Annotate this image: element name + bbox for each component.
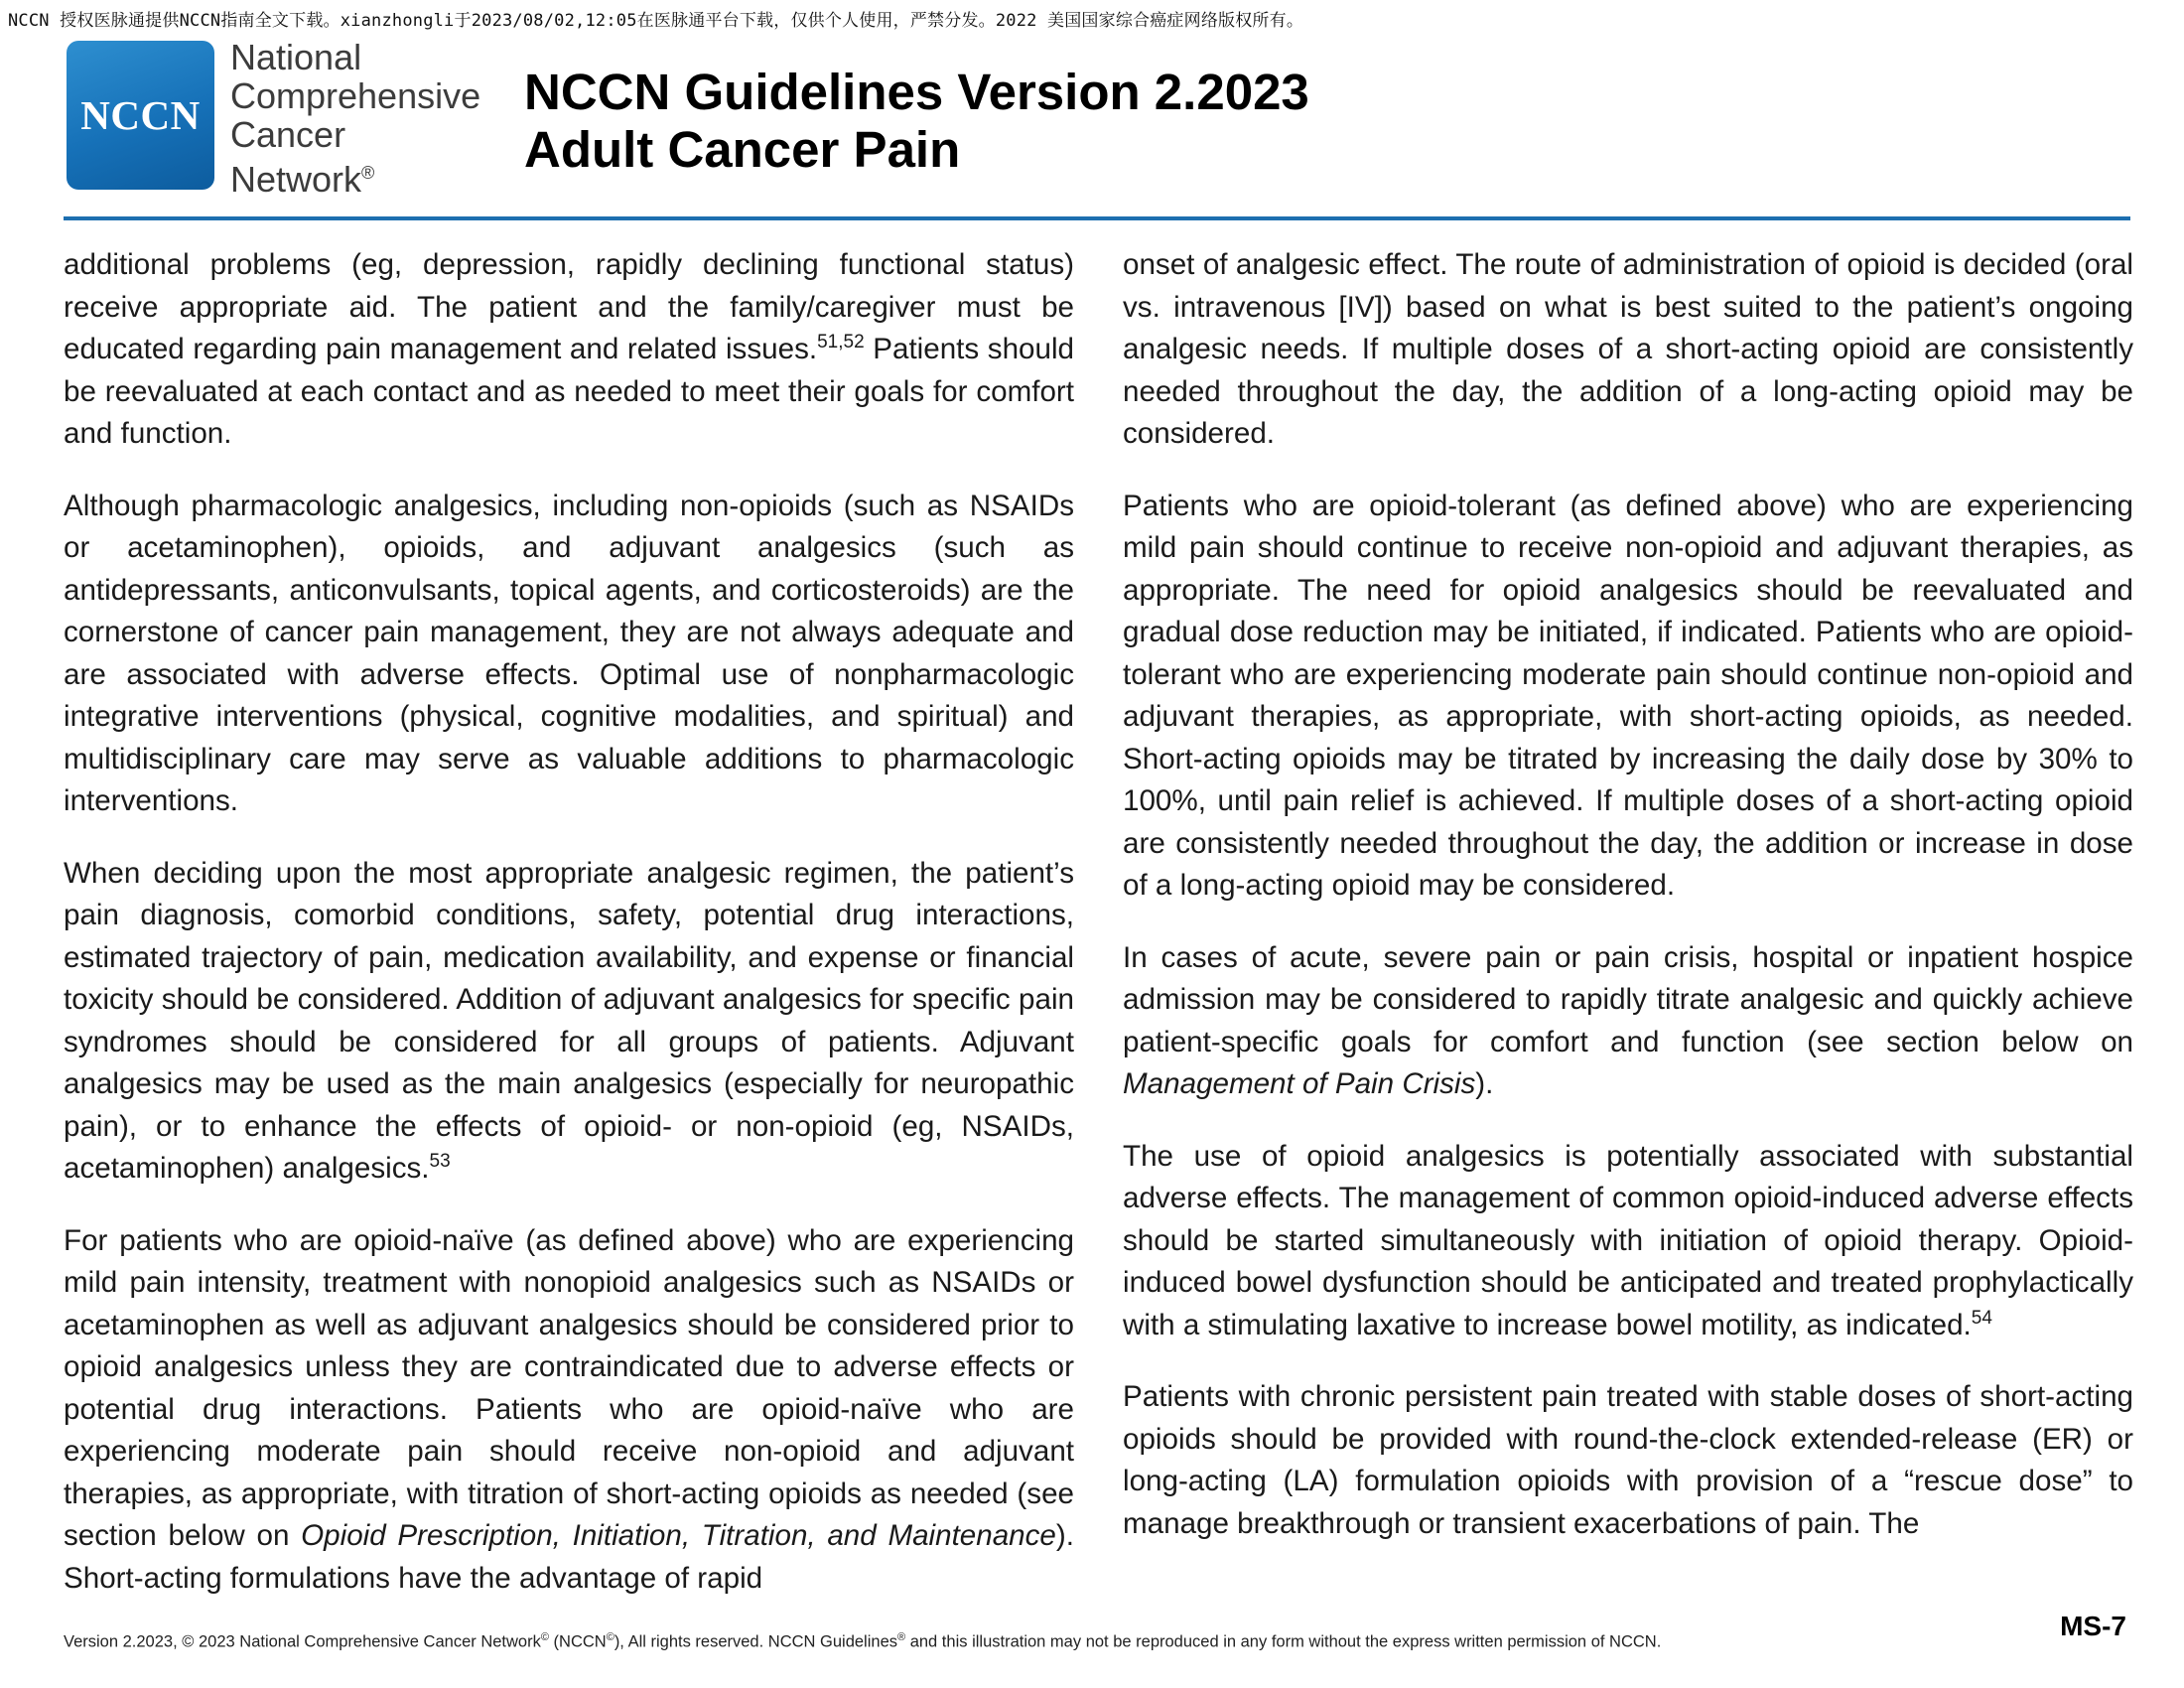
copyright-footer [64,1631,1661,1652]
paragraph-text: When deciding upon the most appropriate analgesic regimen, the patient’s pain diagnosis, comorbid conditions, safety, potential drug interactions, estimated trajectory of pain, medication availability, and expense or financial toxicity should be considered. Addition of adjuvant analgesics for specific pain syndromes should be considered for all groups of patients. Adjuvant analgesics may be used as the main analgesics (especially for neuropathic pain), or to enhance the effects of opioid- or non-opioid (eg, NSAIDs, acetaminophen) analgesics. [64,856,1074,1185]
paragraph: onset of analgesic effect. The route of administration of opioid is decided (oral vs. intravenous [IV]) based on what is best suited to the patient’s ongoing analgesic needs. If multiple doses of a short-acting opioid are consistently needed throughout the day, the addition of a long-acting opioid may be considered. [1123,248,2133,450]
copyright-mark: © [540,1631,549,1643]
paragraph-text: For patients who are opioid-naïve (as defined above) who are experiencing mild pain intensity, treatment with nonopioid analgesics such as NSAIDs or acetaminophen as well as adjuvant analgesics should be considered prior to opioid analgesics unless they are contraindicated due to adverse effects or potential drug interactions. Patients who are opioid-naïve who are experiencing moderate pain should receive non-opioid and adjuvant therapies, as appropriate, with titration of short-acting opioids as needed (see section below on [64,1223,1074,1552]
citation-reference: 54 [1971,1307,1992,1329]
page-number: MS-7 [2060,1611,2126,1641]
paragraph: Patients with chronic persistent pain treated with stable doses of short-acting opioids should be provided with round-the-clock extended-release (ER) or long-acting (LA) formulation opioids with provision of a “rescue dose” to manage breakthrough or transient exacerbations of pain. The [1123,1380,2133,1540]
download-watermark: NCCN 授权医脉通提供NCCN指南全文下载。xianzhongli于2023/08/02,12:05在医脉通平台下载，仅供个人使用，严禁分发。2022 美国国家综合癌症网络版权所有。 [8,11,1304,31]
footer-text: ), All rights reserved. NCCN Guidelines [614,1632,897,1651]
guideline-version-title: NCCN Guidelines Version 2.2023 [524,64,1309,120]
org-name-word: Network [230,159,362,200]
org-name-line [230,154,480,199]
paragraph-text: ). [1475,1067,1494,1100]
paragraph [1123,1136,2133,1347]
paragraph [1123,937,2133,1106]
copyright-mark: © [606,1631,614,1643]
paragraph [64,1220,1074,1601]
paragraph [64,853,1074,1191]
paragraph-text: Patients should be reevaluated at each contact and as needed to meet their goals for comfort and function. [64,333,1074,450]
registered-mark: ® [897,1631,906,1643]
citation-reference: 53 [429,1151,451,1173]
right-column [1123,244,2133,1575]
footer-text: (NCCN [548,1632,607,1651]
registered-mark: ® [361,163,375,183]
citation-reference: 51,52 [817,332,865,353]
paragraph-text: additional problems (eg, depression, rapidly declining functional status) receive appropriate aid. The patient and the family/caregiver must be educated regarding pain management and related issues. [64,248,1074,365]
paragraph: Patients who are opioid-tolerant (as defined above) who are experiencing mild pain should continue to receive non-opioid and adjuvant therapies, as appropriate. The need for opioid analgesics should be reevaluated and gradual dose reduction may be initiated, if indicated. Patients who are opioid-tolerant who are experiencing moderate pain should continue non-opioid and adjuvant therapies, as appropriate, with short-acting opioids, as needed. Short-acting opioids may be titrated by increasing the daily dose by 30% to 100%, until pain relief is achieved. If multiple doses of a short-acting opioid are consistently needed throughout the day, the addition or increase in dose of a long-acting opioid may be considered. [1123,489,2133,902]
footer-text: and this illustration may not be reproduced in any form without the express written permission of NCCN. [905,1632,1662,1651]
paragraph-text: ). Short-acting formulations have the advantage of rapid [64,1519,1074,1595]
org-name-line: Comprehensive [230,75,481,116]
paragraph-text: In cases of acute, severe pain or pain crisis, hospital or inpatient hospice admission may be considered to rapidly titrate analgesic and quickly achieve patient-specific goals for comfort and function (see section below on [1123,940,2133,1058]
section-reference: Opioid Prescription, Initiation, Titration, and Maintenance [301,1519,1056,1552]
guideline-title [524,64,1309,179]
organization-name [230,38,480,199]
footer-text: Version 2.2023, © 2023 National Comprehensive Cancer Network [64,1632,541,1651]
left-column [64,244,1074,1629]
section-reference: Management of Pain Crisis [1123,1067,1476,1100]
paragraph-text: The use of opioid analgesics is potentially associated with substantial adverse effects. The management of common opioid-induced adverse effects should be started simultaneously with initiation of opioid therapy. Opioid-induced bowel dysfunction should be anticipated and treated prophylactically with a stimulating laxative to increase bowel motility, as indicated. [1123,1139,2133,1341]
header-divider [64,216,2130,220]
guideline-topic-title: Adult Cancer Pain [524,121,961,178]
org-name-line: Cancer [230,114,346,155]
org-name-line: National [230,37,362,77]
paragraph: Although pharmacologic analgesics, including non-opioids (such as NSAIDs or acetaminophen), opioids, and adjuvant analgesics (such as antidepressants, anticonvulsants, topical agents, and corticosteroids) are the cornerstone of cancer pain management, they are not always adequate and are associated with adverse effects. Optimal use of nonpharmacologic integrative interventions (physical, cognitive modalities, and spiritual) and multidisciplinary care may serve as valuable additions to pharmacologic interventions. [64,489,1074,817]
paragraph [64,244,1074,456]
nccn-logo [67,41,214,190]
logo-text: NCCN [80,92,201,138]
